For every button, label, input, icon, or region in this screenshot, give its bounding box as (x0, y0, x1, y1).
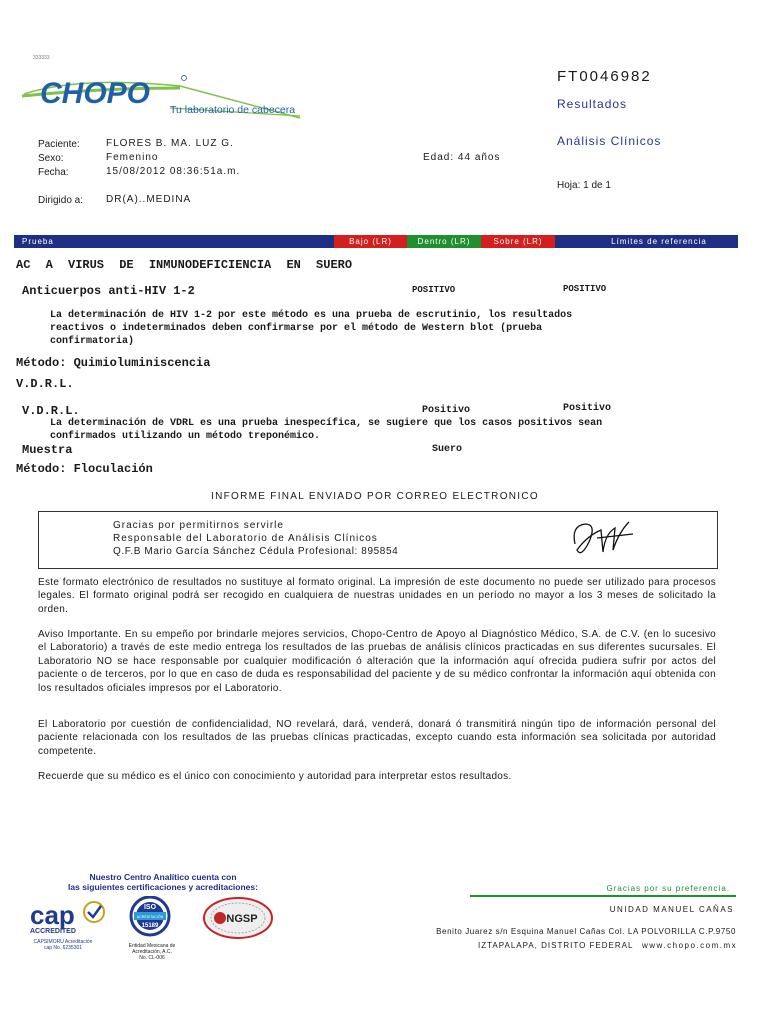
ema-note-3: No. CL-006 (139, 955, 165, 961)
legal-p4: Recuerde que su médico es el único con conocimiento y autoridad para interpretar estos resultados. (38, 771, 512, 782)
cap-text: cap (30, 900, 75, 930)
iso-text: ISO (143, 904, 157, 911)
paciente-label: Paciente: (38, 139, 80, 150)
muestra-value: Suero (432, 444, 463, 455)
cert-title (48, 872, 278, 892)
method-vdrl: Método: Floculación (16, 462, 153, 476)
test-hiv: Anticuerpos anti-HIV 1-2 (22, 284, 195, 298)
chopo-logo-icon (20, 66, 305, 126)
cap-note-1: CAPSIMORU Acreditación (33, 939, 93, 945)
unidad: UNIDAD MANUEL CAÑAS (609, 905, 734, 914)
cap-logo-icon (28, 896, 110, 934)
ngsp-logo (200, 896, 280, 942)
iso-num: 15189 (141, 923, 159, 929)
cap-note (28, 939, 98, 951)
logo-text: CHOPO (40, 77, 151, 110)
ema-note-2: Acreditación, A.C. (132, 949, 172, 955)
fecha-label: Fecha: (38, 167, 69, 178)
section-vdrl: V.D.R.L. (16, 377, 74, 391)
resultados-title: Resultados (557, 97, 628, 111)
dirigido-value: DR(A)..MEDINA (106, 194, 192, 205)
website-link[interactable]: www.chopo.com.mx (642, 941, 738, 950)
area-title: Análisis Clínicos (557, 134, 662, 148)
test-vdrl-ref: Positivo (563, 403, 612, 414)
cert-title-1: Nuestro Centro Analítico cuenta con (89, 872, 237, 882)
test-vdrl: V.D.R.L. (22, 404, 80, 418)
sig-line2: Responsable del Laboratorio de Análisis Clínicos (113, 533, 378, 544)
iso-seal-icon (122, 896, 182, 938)
test-vdrl-value: Positivo (422, 405, 471, 416)
ngsp-seal-icon (200, 896, 280, 942)
ngsp-text: NGSP (226, 913, 258, 925)
paciente-value: FLORES B. MA. LUZ G. (106, 138, 234, 149)
sig-line3: Q.F.B Mario García Sánchez Cédula Profesional: 895854 (113, 546, 399, 557)
method-hiv: Método: Quimioluminiscencia (16, 356, 211, 370)
cap-note-2: cap No. 6235301 (43, 945, 83, 951)
test-hiv-value: POSITIVO (412, 285, 456, 295)
cap-accredited: ACCREDITED (30, 928, 76, 934)
col-dentro: Dentro (LR) (407, 235, 481, 248)
columns-band (14, 235, 738, 248)
legal-p3: El Laboratorio por cuestión de confidencialidad, NO revelará, dará, venderá, donará ó transmitirá ningún tipo de información personal del paciente relacionada con los resultados de las pruebas clínicas practicadas, excepto cuando esta información sea solicitada por autoridad competente. (38, 719, 716, 757)
sig-line1: Gracias por permitirnos servirle (113, 520, 284, 531)
legal-p1: Este formato electrónico de resultados no sustituye al formato original. La impresión de este documento no puede ser utilizado para procesos legales. El formato original podrá ser recogido en cualquiera de nuestras unidades en un período no mayor a los 3 meses de solicitado la orden. (38, 577, 716, 615)
iso-sub: ACREDITACIÓN (136, 915, 164, 919)
ema-note (122, 943, 182, 961)
ema-note-1: Entidad Mexicana de (128, 943, 176, 949)
small-code: 333333 (33, 55, 50, 61)
dirigido-label: Dirigido a: (38, 195, 84, 206)
sexo-label: Sexo: (38, 153, 64, 164)
section-hiv: AC A VIRUS DE INMUNODEFICIENCIA EN SUERO (16, 258, 353, 272)
chopo-logo (20, 66, 305, 126)
signature-icon (567, 514, 637, 564)
tagline: Tu laboratorio de cabecera (170, 104, 296, 116)
ema-logo (122, 896, 182, 960)
sexo-value: Femenino (106, 152, 159, 163)
informe-final: INFORME FINAL ENVIADO POR CORREO ELECTRONICO (211, 491, 539, 502)
edad-value: Edad: 44 años (423, 152, 501, 163)
note-vdrl: La determinación de VDRL es una prueba inespecífica, se sugiere que los casos positivos sean confirmados utilizando un método treponémico. (50, 418, 603, 442)
footer-divider (470, 895, 736, 897)
address-1: Benito Juarez s/n Esquina Manuel Cañas Col. LA POLVORILLA C.P.9750 (436, 927, 736, 936)
gracias-preferencia: Gracias por su preferencia. (606, 884, 730, 893)
col-bajo: Bajo (LR) (334, 235, 407, 248)
legal-p2: Aviso Importante. En su empeño por brindarle mejores servicios, Chopo-Centro de Apoyo al Diagnóstico Médico, S.A. de C.V. (en lo sucesivo el Laboratorio) a través de este medio entrega los resultados de las pruebas de análisis clínicos practicadas en sus diferentes sucursales. El Laboratorio NO se hace responsable por cualquier modificación ó alteración que la información aquí ofrecida pudiera sufrir por actos del paciente o de terceros, por lo que en caso de duda es responsabilidad del paciente y de su médico confrontar la información aquí obtenida con los resultados oficiales impresos por el Laboratorio. (38, 629, 716, 694)
fecha-value: 15/08/2012 08:36:51a.m. (106, 166, 241, 177)
cert-title-2: las siguientes certificaciones y acreditaciones: (68, 882, 258, 892)
test-hiv-ref: POSITIVO (563, 284, 607, 294)
muestra-label: Muestra (22, 443, 73, 457)
signature-box (38, 511, 718, 569)
col-limites: Límites de referencia (611, 237, 707, 246)
cap-logo (28, 896, 110, 951)
note-hiv: La determinación de HIV 1-2 por este método es una prueba de escrutinio, los resultados reactivos o indeterminados deben confirmarse por el método de Western blot (prueba confirmatoria) (50, 310, 573, 347)
col-sobre: Sobre (LR) (481, 235, 555, 248)
folio: FT0046982 (557, 68, 652, 85)
col-prueba: Prueba (22, 237, 54, 246)
address-2: IZTAPALAPA, DISTRITO FEDERAL (478, 941, 634, 950)
hoja-label: Hoja: 1 de 1 (557, 180, 611, 191)
